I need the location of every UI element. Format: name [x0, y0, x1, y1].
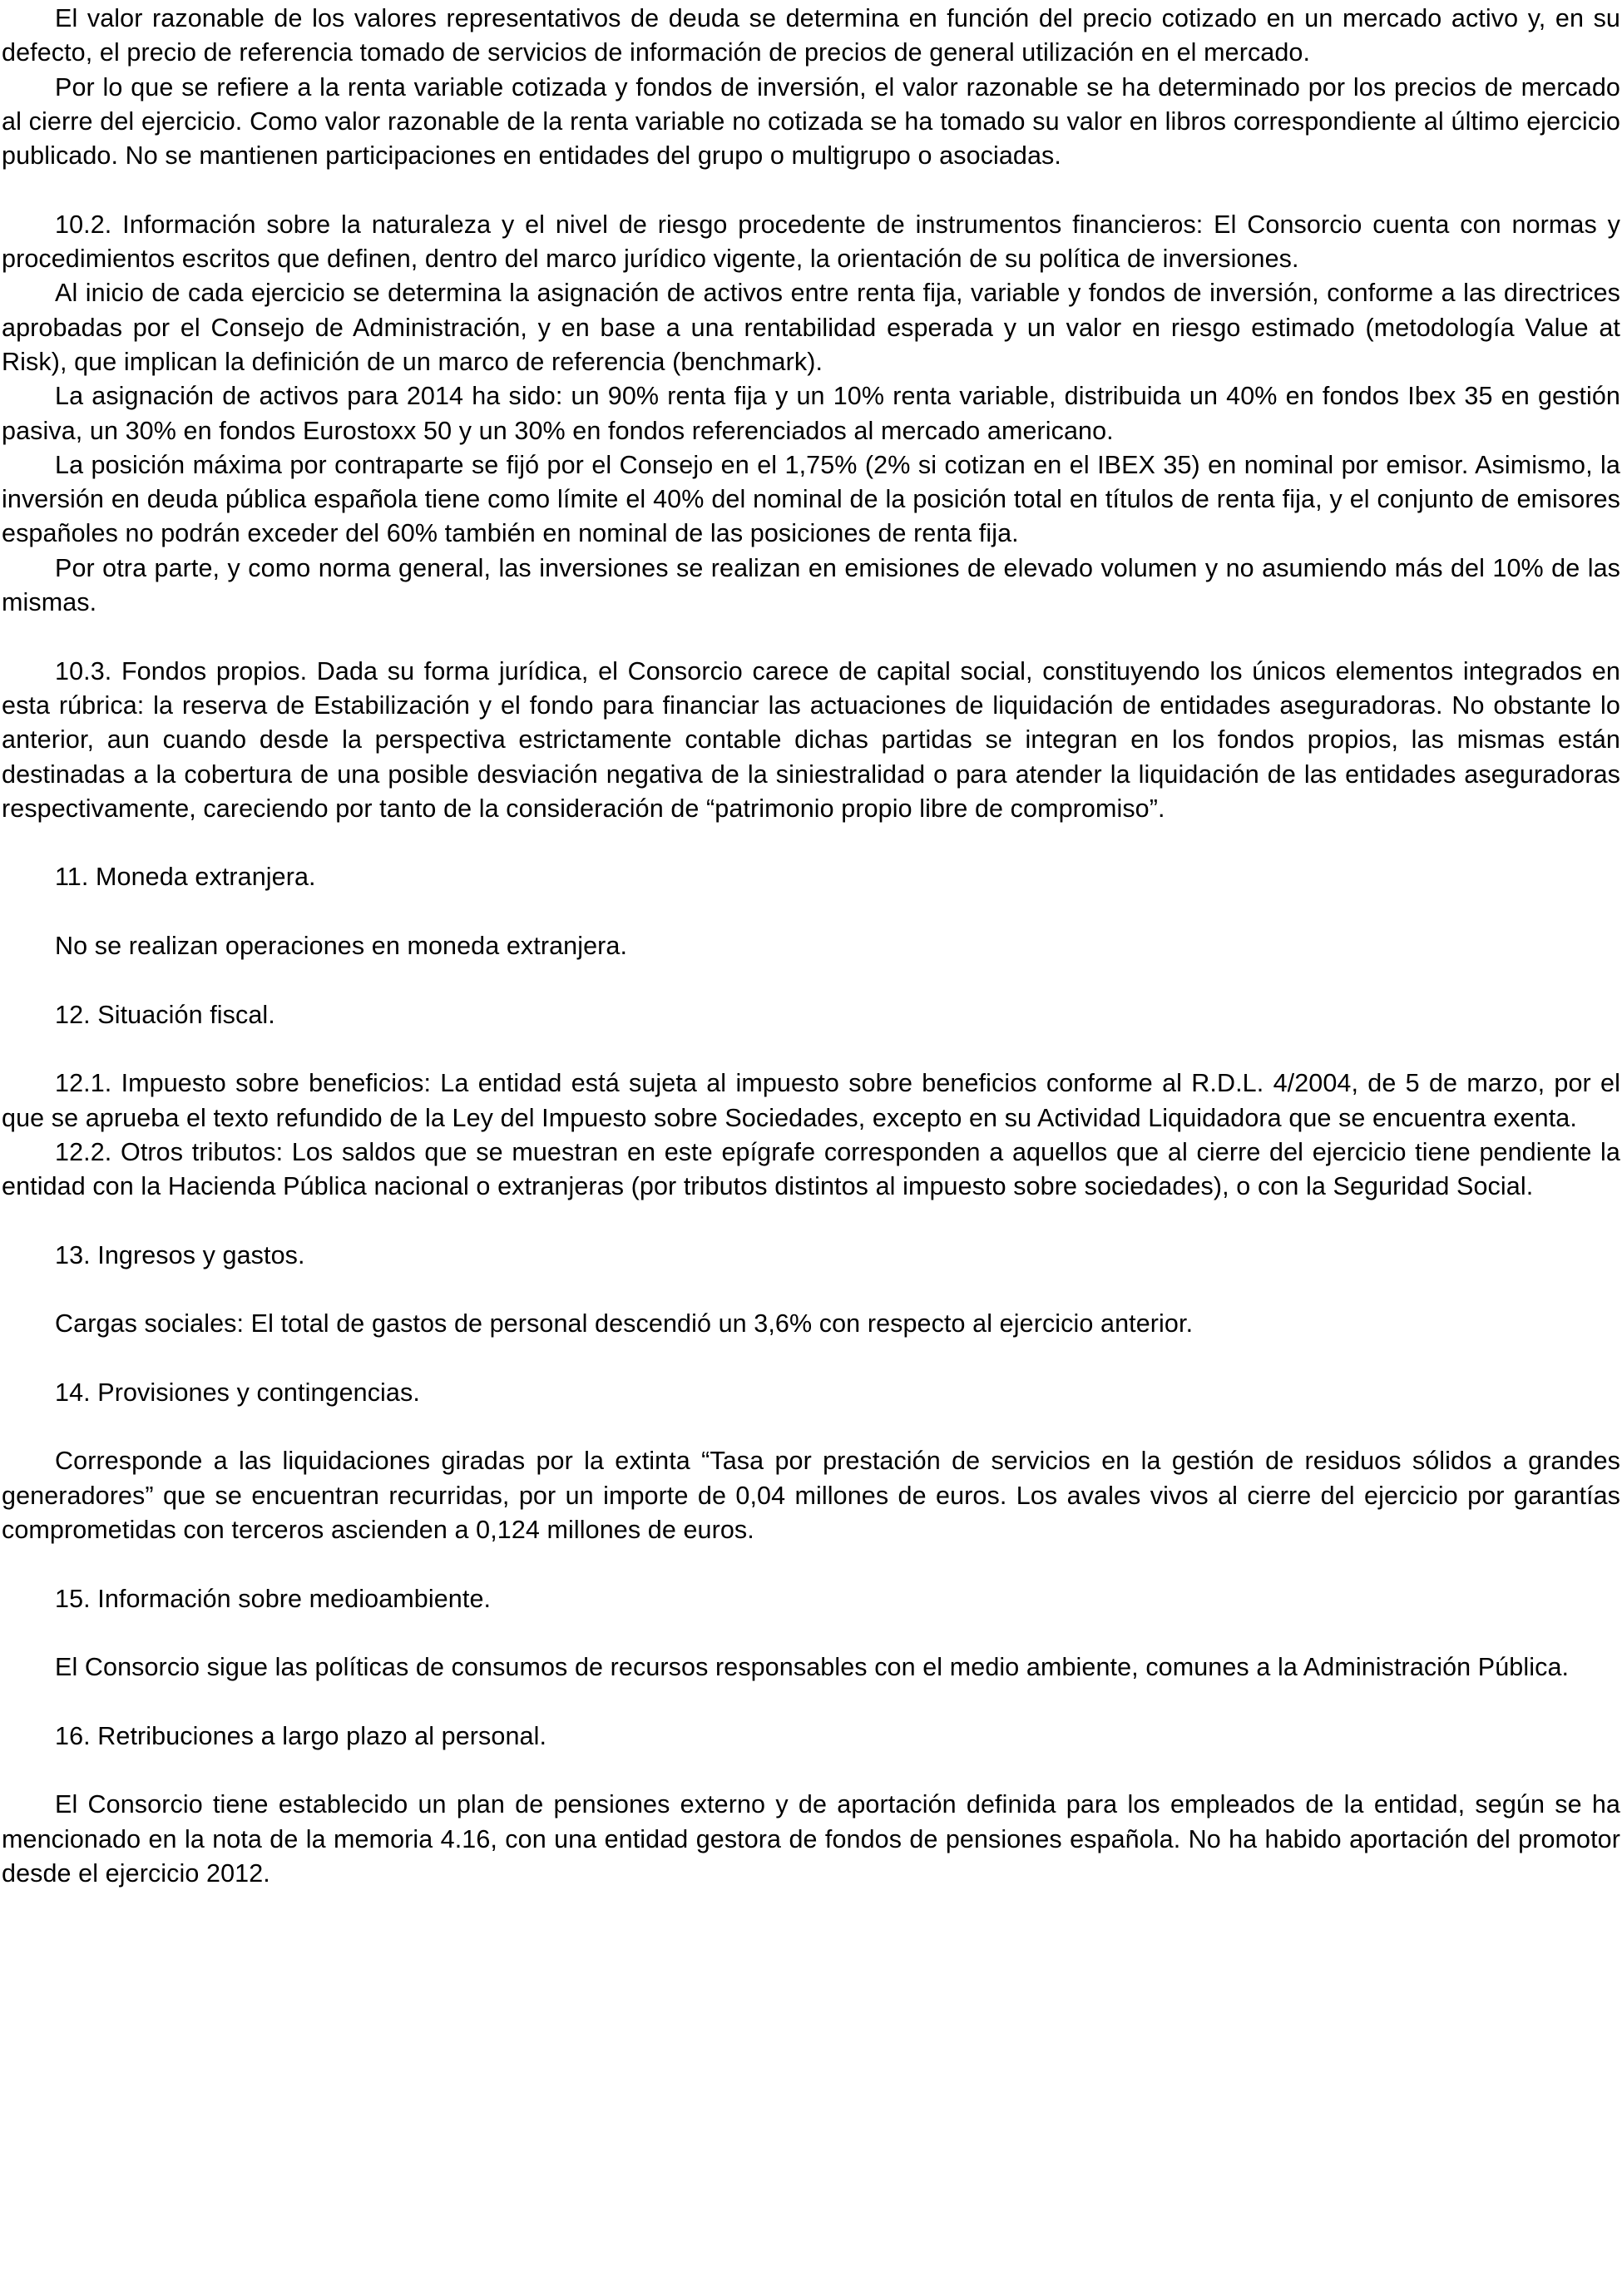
paragraph-asset-allocation-method: Al inicio de cada ejercicio se determina la asignación de activos entre renta fija, variable y fondos de inversión, conforme a las directrices aprobadas por el Consejo de Administración, y en base a una rentabilidad esperada y un valor en riesgo estimado (metodología Value at Risk), que implican la definición de un marco de referencia (benchmark).: [2, 279, 1620, 376]
spacer: [2, 1616, 1620, 1650]
spacer: [2, 826, 1620, 860]
paragraph-10-3-equity: 10.3. Fondos propios. Dada su forma jurídica, el Consorcio carece de capital social, constituyendo los únicos elementos integrados en esta rúbrica: la reserva de Estabilización y el fondo para financiar las actuaciones de liquidación de entidades aseguradoras. No obstante lo anterior, aun cuando desde la perspectiva estrictamente contable dichas partidas se integran en los fondos propios, las mismas están destinadas a la cobertura de una posible desviación negativa de la siniestralidad o para atender la liquidación de las entidades aseguradoras respectivamente, careciendo por tanto de la consideración de “patrimonio propio libre de compromiso”.: [2, 656, 1620, 823]
paragraph-general-rule: Por otra parte, y como norma general, las inversiones se realizan en emisiones de elevado volumen y no asumiendo más del 10% de las mismas.: [2, 553, 1620, 617]
spacer: [2, 1342, 1620, 1376]
paragraph-environment: El Consorcio sigue las políticas de consumos de recursos responsables con el medio ambiente, comunes a la Administración Pública.: [55, 1653, 1570, 1682]
spacer: [2, 963, 1620, 997]
paragraph-counterparty-limits: La posición máxima por contraparte se fijó por el Consejo en el 1,75% (2% si cotizan en el IBEX 35) en nominal por emisor. Asimismo, la inversión en deuda pública española tiene como límite el 40% del nominal de la posición total en títulos de renta fija, y el conjunto de emisores españoles no podrán exceder del 60% también en nominal de las posiciones de renta fija.: [2, 450, 1620, 548]
paragraph-12-2-other-taxes: 12.2. Otros tributos: Los saldos que se muestran en este epígrafe corresponden a aquellos que al cierre del ejercicio tiene pendiente la entidad con la Hacienda Pública nacional o extranjeras (por tributos distintos al impuesto sobre sociedades), o con la Seguridad Social.: [2, 1137, 1620, 1201]
section-heading-11: 11. Moneda extranjera.: [55, 863, 316, 892]
section-heading-15: 15. Información sobre medioambiente.: [55, 1584, 492, 1613]
section-heading-13: 13. Ingresos y gastos.: [55, 1240, 305, 1269]
paragraph-pension-plan: El Consorcio tiene establecido un plan de pensiones externo y de aportación definida para los empleados de la entidad, según se ha mencionado en la nota de la memoria 4.16, con una entidad gestora de fondos de pensiones española. No ha habido aportación del promotor desde el ejercicio 2012.: [2, 1790, 1620, 1888]
paragraph-10-2-risk-info: 10.2. Información sobre la naturaleza y el nivel de riesgo procedente de instrumentos financieros: El Consorcio cuenta con normas y procedimientos escritos que definen, dentro del marco jurídico vigente, la orientación de su política de inversiones.: [2, 210, 1620, 274]
spacer: [2, 620, 1620, 654]
spacer: [2, 1547, 1620, 1581]
spacer: [2, 1410, 1620, 1444]
paragraph-social-charges: Cargas sociales: El total de gastos de personal descendió un 3,6% con respecto al ejercicio anterior.: [55, 1309, 1194, 1339]
section-heading-12: 12. Situación fiscal.: [55, 1000, 275, 1029]
paragraph-asset-allocation-2014: La asignación de activos para 2014 ha sido: un 90% renta fija y un 10% renta variable, distribuida un 40% en fondos Ibex 35 en gestión pasiva, un 30% en fondos Eurostoxx 50 y un 30% en fondos referenciados al mercado americano.: [2, 382, 1620, 445]
spacer: [2, 173, 1620, 207]
section-heading-14: 14. Provisiones y contingencias.: [55, 1378, 420, 1407]
paragraph-provisions: Corresponde a las liquidaciones giradas por la extinta “Tasa por prestación de servicios en la gestión de residuos sólidos a grandes generadores” que se encuentran recurridas, por un importe de 0,04 millones de euros. Los avales vivos al cierre del ejercicio por garantías comprometidas con terceros ascienden a 0,124 millones de euros.: [2, 1447, 1620, 1545]
spacer: [2, 895, 1620, 929]
spacer: [2, 1754, 1620, 1788]
paragraph-12-1-income-tax: 12.1. Impuesto sobre beneficios: La entidad está sujeta al impuesto sobre beneficios conforme al R.D.L. 4/2004, de 5 de marzo, por el que se aprueba el texto refundido de la Ley del Impuesto sobre Sociedades, excepto en su Actividad Liquidadora que se encuentra exenta.: [2, 1069, 1620, 1132]
paragraph-fair-value-equity: Por lo que se refiere a la renta variable cotizada y fondos de inversión, el valor razonable se ha determinado por los precios de mercado al cierre del ejercicio. Como valor razonable de la renta variable no cotizada se ha tomado su valor en libros correspondiente al último ejercicio publicado. No se mantienen participaciones en entidades del grupo o multigrupo o asociadas.: [2, 72, 1620, 171]
paragraph-foreign-currency: No se realizan operaciones en moneda extranjera.: [55, 932, 628, 961]
spacer: [2, 1032, 1620, 1066]
section-heading-16: 16. Retribuciones a largo plazo al personal.: [55, 1721, 547, 1750]
spacer: [2, 1204, 1620, 1238]
paragraph-fair-value-debt: El valor razonable de los valores representativos de deuda se determina en función del precio cotizado en un mercado activo y, en su defecto, el precio de referencia tomado de servicios de información de precios de general utilización en el mercado.: [2, 4, 1620, 67]
spacer: [2, 1685, 1620, 1720]
spacer: [2, 1273, 1620, 1307]
